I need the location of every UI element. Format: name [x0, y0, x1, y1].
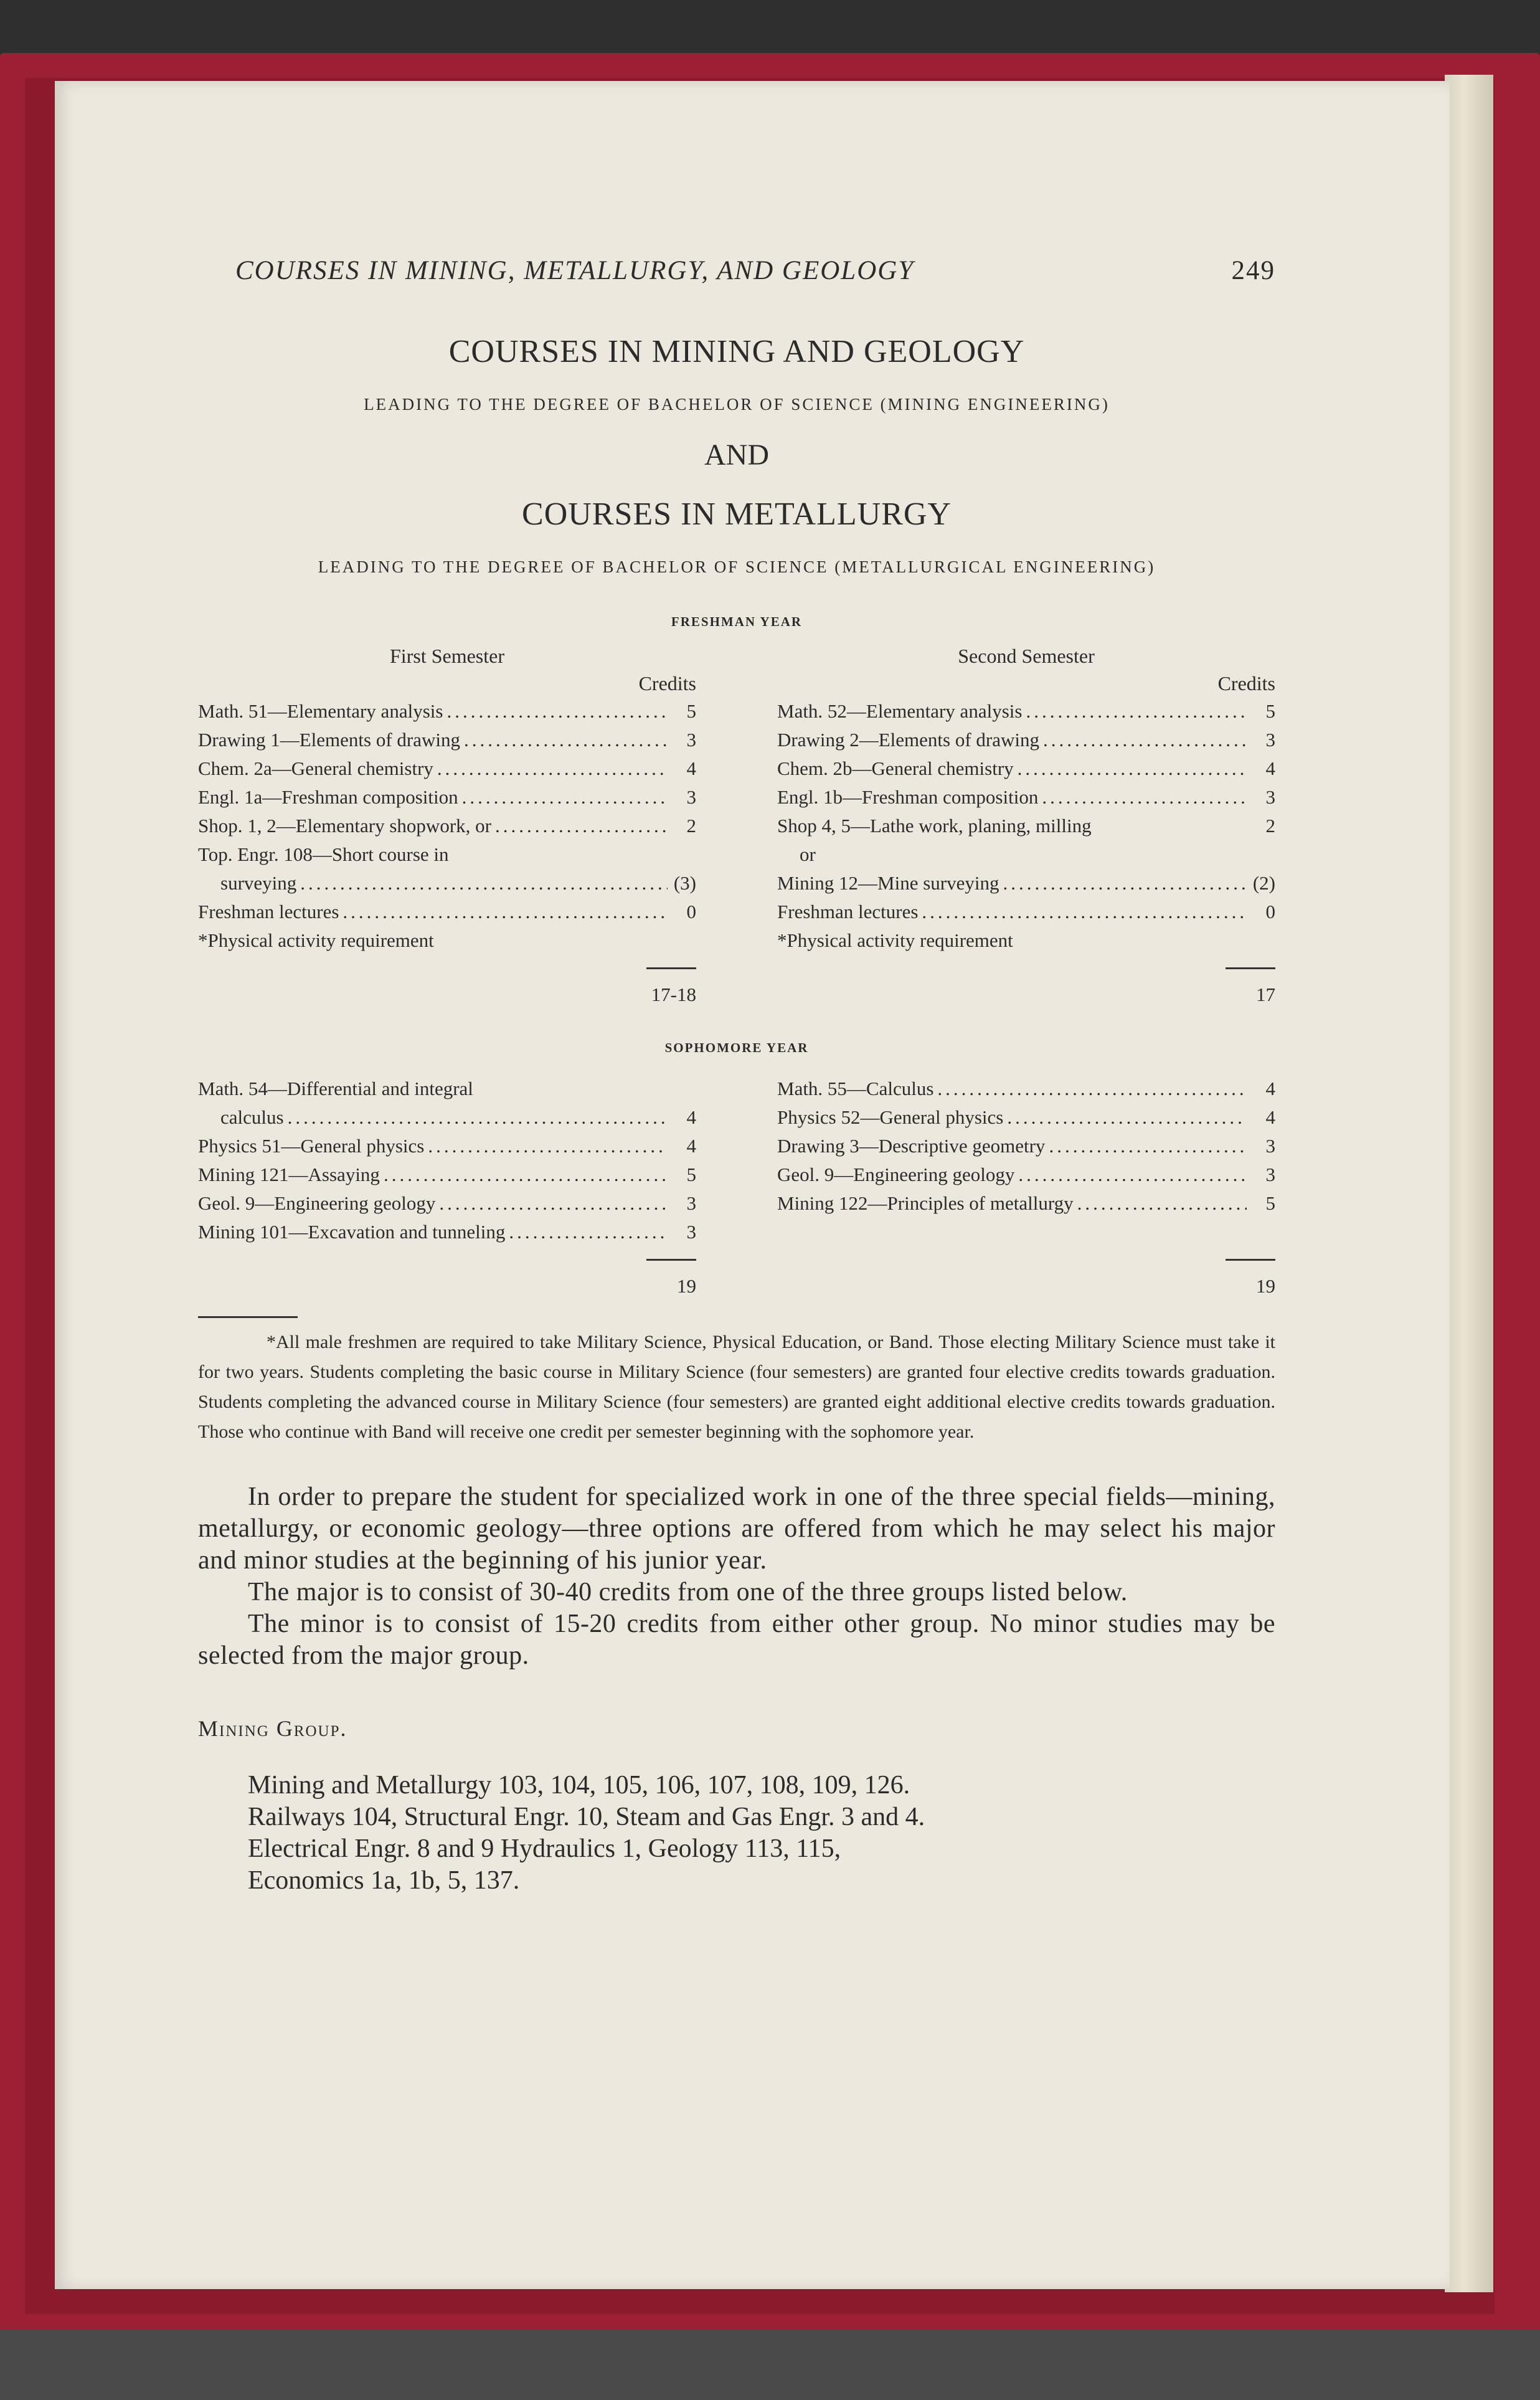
freshman-first-semester [198, 642, 696, 1009]
first-semester-total: 17-18 [651, 984, 696, 1005]
page-number: 249 [1231, 256, 1275, 285]
course-row: Freshman lectures ..... 0 [777, 898, 1275, 926]
course-row: Math. 51—Elementary analysis ..... 5 [198, 697, 696, 726]
footnote: *All male freshmen are required to take Military Science, Physical Education, or Band. Those electing Military Science must take it for two years. Students completing the basic course in Military Science (four semesters) are granted four elective credits towards graduation. Students completing the advanced course in Military Science (four semesters) are granted eight additional elective credits towards graduation. Those who continue with Band will receive one credit per semester beginning with the sophomore year. [198, 1332, 1275, 1442]
course-row: Chem. 2a—General chemistry ..... 4 [198, 754, 696, 783]
course-row: *Physical activity requirement [198, 929, 434, 951]
course-list [777, 697, 1275, 955]
course-row: Mining 12—Mine surveying ..... (2) [777, 869, 1275, 898]
freshman-year-label: FRESHMAN YEAR [671, 614, 803, 629]
book-page [55, 81, 1450, 2289]
course-row: Engl. 1b—Freshman composition ..... 3 [777, 783, 1275, 812]
second-semester-total: 17 [1256, 984, 1275, 1005]
course-row: Engl. 1a—Freshman composition ..... 3 [198, 783, 696, 812]
course-row: *Physical activity requirement [777, 929, 1013, 951]
course-list [198, 1074, 696, 1246]
book-cover-top [0, 0, 1540, 59]
course-row: Drawing 1—Elements of drawing ..... 3 [198, 726, 696, 754]
credits-heading: Credits [638, 672, 696, 695]
course-row: Physics 51—General physics ..... 4 [198, 1132, 696, 1160]
course-row: Top. Engr. 108—Short course in [198, 843, 449, 865]
freshman-columns [198, 642, 1275, 1009]
mining-group-line: Economics 1a, 1b, 5, 137. [248, 1866, 520, 1895]
course-list [777, 1074, 1275, 1218]
course-row: Mining 121—Assaying ..... 5 [198, 1160, 696, 1189]
course-row: Chem. 2b—General chemistry ..... 4 [777, 754, 1275, 783]
paragraph-major: The major is to consist of 30-40 credits from one of the three groups listed below. [248, 1578, 1128, 1606]
mining-group-line: Mining and Metallurgy 103, 104, 105, 106, 107, 108, 109, 126. [248, 1771, 910, 1800]
mining-group-title: Mining Group. [198, 1716, 347, 1741]
course-row: Mining 122—Principles of metallurgy ..... 5 [777, 1189, 1275, 1218]
total-rule [1226, 967, 1275, 969]
freshman-second-semester [777, 642, 1275, 1009]
total-rule [646, 1259, 696, 1261]
mining-group-line: Electrical Engr. 8 and 9 Hydraulics 1, Geology 113, 115, [248, 1834, 841, 1863]
credits-heading: Credits [1217, 672, 1275, 695]
course-row: Drawing 2—Elements of drawing ..... 3 [777, 726, 1275, 754]
sophomore-year-label: SOPHOMORE YEAR [664, 1040, 809, 1055]
paragraph-minor: The minor is to consist of 15-20 credits from either other group. No minor studies may be selected from the major group. [198, 1610, 1275, 1670]
footnote-rule [198, 1316, 298, 1318]
total-rule [646, 967, 696, 969]
course-list [198, 697, 696, 955]
sophomore-first-semester [198, 1074, 696, 1301]
course-row: Shop. 1, 2—Elementary shopwork, or ..... 2 [198, 812, 696, 840]
course-row: Physics 52—General physics ..... 4 [777, 1103, 1275, 1132]
course-row: Shop 4, 5—Lathe work, planing, milling 2 [777, 815, 1275, 837]
course-row: Math. 52—Elementary analysis ..... 5 [777, 697, 1275, 726]
course-row: Math. 54—Differential and integral [198, 1078, 473, 1099]
course-row: or [800, 843, 816, 865]
course-row: Drawing 3—Descriptive geometry ..... 3 [777, 1132, 1275, 1160]
page-edge [1445, 75, 1493, 2292]
mining-group-line: Railways 104, Structural Engr. 10, Steam and Gas Engr. 3 and 4. [248, 1803, 925, 1831]
degree-line-metallurgy: LEADING TO THE DEGREE OF BACHELOR OF SCIENCE (METALLURGICAL ENGINEERING) [318, 557, 1156, 576]
body-text [198, 1481, 1275, 1672]
main-title-mining-geology: COURSES IN MINING AND GEOLOGY [448, 334, 1025, 369]
course-row: Mining 101—Excavation and tunneling ..... 3 [198, 1218, 696, 1246]
sophomore-columns [198, 1074, 1275, 1301]
course-row: surveying ..... (3) [198, 869, 696, 898]
main-title-metallurgy: COURSES IN METALLURGY [522, 496, 952, 532]
title-conjunction: AND [704, 439, 769, 472]
degree-line-mining: LEADING TO THE DEGREE OF BACHELOR OF SCIENCE (MINING ENGINEERING) [364, 395, 1110, 414]
mining-group-list [198, 1770, 1275, 1897]
running-header [198, 255, 1275, 299]
running-title: COURSES IN MINING, METALLURGY, AND GEOLOGY [235, 256, 915, 285]
course-row: Math. 55—Calculus ..... 4 [777, 1074, 1275, 1103]
course-row: Geol. 9—Engineering geology ..... 3 [777, 1160, 1275, 1189]
page-content [198, 255, 1275, 1897]
second-semester-heading: Second Semester [958, 645, 1095, 667]
sophomore-second-total: 19 [1256, 1275, 1275, 1297]
course-row: Freshman lectures ..... 0 [198, 898, 696, 926]
book-cover-bottom [0, 2330, 1540, 2400]
sophomore-first-total: 19 [677, 1275, 696, 1297]
course-row: calculus ..... 4 [198, 1103, 696, 1132]
paragraph-options: In order to prepare the student for specialized work in one of the three special fields—mining, metallurgy, or economic geology—three options are offered from which he may select his major and minor studies at the beginning of his junior year. [198, 1482, 1275, 1575]
course-row: Geol. 9—Engineering geology ..... 3 [198, 1189, 696, 1218]
first-semester-heading: First Semester [390, 645, 504, 667]
sophomore-second-semester [777, 1074, 1275, 1301]
total-rule [1226, 1259, 1275, 1261]
